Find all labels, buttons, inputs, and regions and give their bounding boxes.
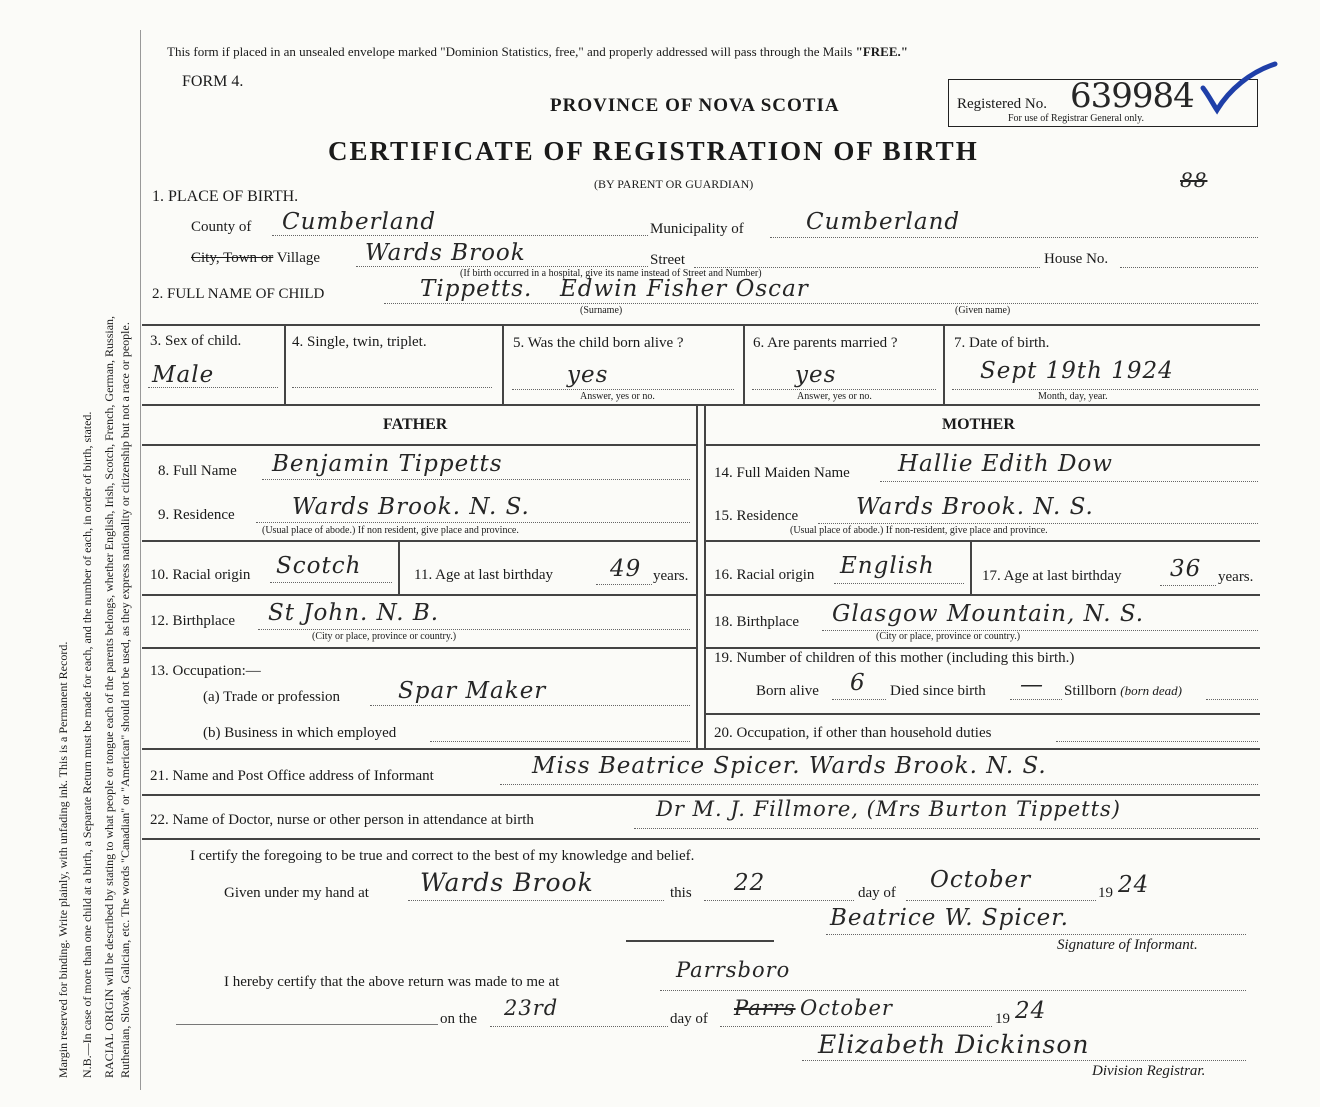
registrar-signature-label: Division Registrar. <box>1092 1063 1206 1079</box>
registrar-month-struck: Parrs <box>734 996 796 1020</box>
registrar-year-prefix: 19 <box>995 1011 1010 1027</box>
child-surname: Tippetts. <box>420 276 533 302</box>
mother-age-label: 17. Age at last birthday <box>982 568 1122 584</box>
father-heading: FATHER <box>383 416 448 433</box>
registrar-month-value: October <box>800 996 893 1020</box>
father-residence-label: 9. Residence <box>158 507 235 523</box>
plurality-label: 4. Single, twin, triplet. <box>292 334 427 350</box>
mother-birthplace-note: (City or place, province or country.) <box>876 631 1021 642</box>
mother-birthplace-value: Glasgow Mountain, N. S. <box>832 601 1145 627</box>
father-trade-value: Spar Maker <box>398 678 547 704</box>
father-residence-value: Wards Brook. N. S. <box>292 494 530 520</box>
doctor-value: Dr M. J. Fillmore, (Mrs Burton Tippetts) <box>656 797 1121 821</box>
certify-year-prefix: 19 <box>1098 885 1113 901</box>
father-race-value: Scotch <box>276 553 362 579</box>
registrar-statement: I hereby certify that the above return was made to me at <box>224 974 560 990</box>
born-alive-count-value: 6 <box>850 670 866 696</box>
margin-note-racial-origin-1: RACIAL ORIGIN will be described by stating to what people or tongue each of the parents belongs, whether English, Irish, Scotch, French, German, Russian, <box>102 315 116 1078</box>
registrar-place-value: Parrsboro <box>676 958 791 982</box>
mother-heading: MOTHER <box>942 416 1015 433</box>
side-number: 88 <box>1180 168 1208 192</box>
certify-year-value: 24 <box>1118 872 1150 898</box>
registered-number: 639984 <box>1070 76 1194 116</box>
registrar-day-value: 23rd <box>504 996 559 1020</box>
given-place-value: Wards Brook <box>420 868 594 897</box>
informant-label: 21. Name and Post Office address of Informant <box>150 768 434 784</box>
father-name-label: 8. Full Name <box>158 463 237 479</box>
mother-residence-note: (Usual place of abode.) If non-resident, give place and province. <box>790 525 1048 536</box>
hospital-note: (If birth occurred in a hospital, give its name instead of Street and Number) <box>460 268 762 279</box>
mother-race-label: 16. Racial origin <box>714 567 815 583</box>
father-trade-label: (a) Trade or profession <box>203 689 341 705</box>
father-birthplace-value: St John. N. B. <box>268 600 440 626</box>
dob-note: Month, day, year. <box>1038 391 1108 402</box>
village-value: Wards Brook <box>365 240 526 266</box>
house-label: House No. <box>1044 251 1109 267</box>
informant-signature: Beatrice W. Spicer. <box>830 905 1069 931</box>
mother-residence-label: 15. Residence <box>714 508 799 524</box>
parents-married-value: yes <box>795 362 837 388</box>
father-birthplace-note: (City or place, province or country.) <box>312 631 457 642</box>
mail-notice: This form if placed in an unsealed envelope marked "Dominion Statistics, free," and properly addressed will pass through the Mails "FREE." <box>167 44 908 59</box>
registrar-year-value: 24 <box>1015 998 1047 1024</box>
mother-birthplace-label: 18. Birthplace <box>714 614 799 630</box>
municipality-value: Cumberland <box>806 209 961 235</box>
child-name-label: 2. FULL NAME OF CHILD <box>152 286 325 302</box>
mother-occupation-label: 20. Occupation, if other than household duties <box>714 725 992 741</box>
county-value: Cumberland <box>282 209 437 235</box>
province-title: PROVINCE OF NOVA SCOTIA <box>550 95 840 116</box>
form-number: FORM 4. <box>182 73 244 90</box>
margin-note-racial-origin-2: Ruthenian, Slovak, Galician, etc. The words "Canadian" or "American" should not be used, as they express nationality or citizenship but not a race or people. <box>118 322 132 1078</box>
certify-month-value: October <box>930 867 1032 893</box>
mother-age-years: years. <box>1218 569 1254 585</box>
margin-binding-line <box>140 30 141 1090</box>
sex-value: Male <box>152 362 215 388</box>
father-business-label: (b) Business in which employed <box>203 725 397 741</box>
father-age-label: 11. Age at last birthday <box>414 567 553 583</box>
registrar-use-note: For use of Registrar General only. <box>1008 113 1144 124</box>
checkmark-icon <box>1195 60 1280 120</box>
father-age-years: years. <box>653 568 689 584</box>
mother-children-label: 19. Number of children of this mother (including this birth.) <box>714 650 1075 666</box>
dob-label: 7. Date of birth. <box>954 335 1050 351</box>
street-label: Street <box>650 252 685 268</box>
dob-value: Sept 19th 1924 <box>980 358 1174 384</box>
informant-signature-label: Signature of Informant. <box>1057 937 1198 953</box>
sex-label: 3. Sex of child. <box>150 333 242 349</box>
surname-note: (Surname) <box>580 305 623 316</box>
child-given-name: Edwin Fisher Oscar <box>560 276 809 302</box>
mother-race-value: English <box>840 553 935 579</box>
mother-name-value: Hallie Edith Dow <box>898 451 1113 477</box>
mother-age-value: 36 <box>1170 556 1202 582</box>
born-alive-label: 5. Was the child born alive ? <box>513 335 684 351</box>
certificate-title: CERTIFICATE OF REGISTRATION OF BIRTH <box>328 136 979 166</box>
died-since-birth-label: Died since birth <box>890 683 986 699</box>
father-residence-note: (Usual place of abode.) If non resident, give place and province. <box>262 525 519 536</box>
certify-day-value: 22 <box>734 870 766 896</box>
mother-name-label: 14. Full Maiden Name <box>714 465 850 481</box>
place-heading: 1. PLACE OF BIRTH. <box>152 188 299 205</box>
given-under-hand-label: Given under my hand at <box>224 885 369 901</box>
certificate-subtitle: (BY PARENT OR GUARDIAN) <box>594 177 754 191</box>
registered-label: Registered No. <box>957 96 1047 112</box>
registrar-signature: Elizabeth Dickinson <box>818 1030 1090 1059</box>
registrar-on-the-label: on the <box>440 1011 478 1027</box>
given-name-note: (Given name) <box>955 305 1011 316</box>
certify-this-label: this <box>670 885 692 901</box>
father-race-label: 10. Racial origin <box>150 567 251 583</box>
born-alive-count-label: Born alive <box>756 683 819 699</box>
mother-residence-value: Wards Brook. N. S. <box>856 494 1094 520</box>
stillborn-label: Stillborn (born dead) <box>1064 683 1183 699</box>
margin-note-multiple-births: N.B.—In case of more than one child at a birth, a Separate Return must be made for each, and the number of each, in order of birth, stated. <box>80 411 94 1078</box>
informant-value: Miss Beatrice Spicer. Wards Brook. N. S. <box>532 753 1047 779</box>
died-since-birth-value: — <box>1020 672 1044 698</box>
registrar-day-of-label: day of <box>670 1011 708 1027</box>
municipality-label: Municipality of <box>650 221 744 237</box>
born-alive-value: yes <box>567 362 609 388</box>
certify-day-of-label: day of <box>858 885 896 901</box>
married-yes-no-note: Answer, yes or no. <box>797 391 872 402</box>
alive-yes-no-note: Answer, yes or no. <box>580 391 655 402</box>
county-label: County of <box>191 219 252 235</box>
city-town-label: City, Town or Village <box>191 250 321 266</box>
father-name-value: Benjamin Tippetts <box>272 451 503 477</box>
certify-statement: I certify the foregoing to be true and correct to the best of my knowledge and belief. <box>190 848 695 864</box>
father-occupation-label: 13. Occupation:— <box>150 663 261 679</box>
parents-married-label: 6. Are parents married ? <box>753 335 898 351</box>
doctor-label: 22. Name of Doctor, nurse or other person in attendance at birth <box>150 812 534 828</box>
father-birthplace-label: 12. Birthplace <box>150 613 235 629</box>
father-age-value: 49 <box>610 556 642 582</box>
margin-note-binding: Margin reserved for binding. Write plainly, with unfading ink. This is a Permanent Record. <box>56 641 70 1078</box>
